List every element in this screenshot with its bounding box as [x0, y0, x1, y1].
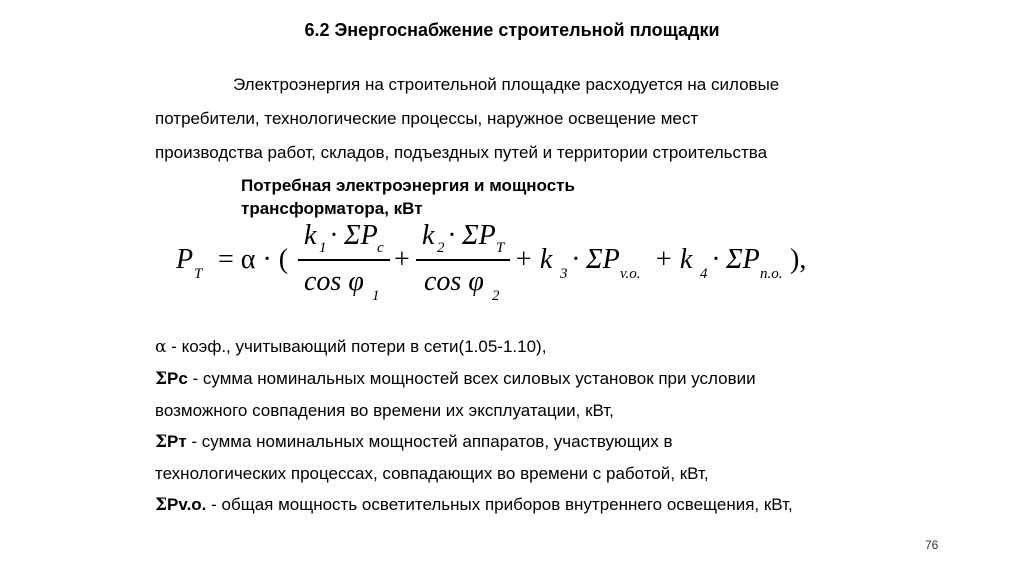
page-number: 76	[925, 538, 939, 552]
formula-t1-num-rest: · ΣP	[330, 220, 378, 251]
formula-t1-num: k	[304, 220, 317, 251]
formula-t3-rest: · ΣP	[572, 244, 620, 275]
definition-term: Pc	[167, 369, 188, 388]
formula-t4-rest: · ΣP	[712, 244, 760, 275]
formula-t3: + k	[514, 244, 553, 275]
formula-close: ),	[790, 244, 807, 275]
formula-lhs-sub: T	[194, 266, 203, 282]
definition-row	[155, 458, 895, 489]
subheading-line: Потребная электроэнергия и мощность	[241, 176, 575, 195]
definition-term: Pv.o.	[167, 495, 207, 514]
formula-t2-num: k	[422, 220, 435, 251]
definition-row	[155, 426, 895, 458]
definition-row	[155, 395, 895, 426]
definition-text: - сумма номинальных мощностей аппаратов, участвующих в	[186, 432, 673, 451]
sigma-symbol: Σ	[155, 495, 168, 515]
power-formula	[176, 222, 816, 310]
definition-row	[155, 363, 895, 395]
definition-row	[155, 331, 895, 363]
intro-line: Электроэнергия на строительной площадке расходуется на силовые	[233, 75, 780, 94]
intro-line: потребители, технологические процессы, наружное освещение мест	[155, 109, 699, 128]
formula-t3-rest-sub: v.o.	[620, 266, 641, 282]
formula-eq: = α · (	[218, 244, 289, 275]
formula-t4-sub: 4	[700, 266, 708, 282]
definition-text: - общая мощность осветительных приборов внутреннего освещения, кВт,	[206, 495, 793, 514]
sigma-symbol: Σ	[155, 369, 168, 389]
slide-title: 6.2 Энергоснабжение строительной площадки	[304, 20, 720, 40]
formula-t1-den: cos φ	[304, 266, 364, 297]
subheading	[241, 174, 575, 220]
formula-lhs: P	[176, 244, 194, 275]
definition-term: Pт	[167, 432, 187, 451]
definition-text: - коэф., учитывающий потери в сети(1.05-1.10),	[166, 337, 547, 356]
definition-row	[155, 489, 895, 521]
definition-text: возможного совпадения во времени их эксплуатации, кВт,	[155, 401, 614, 420]
sigma-symbol: Σ	[155, 432, 168, 452]
formula-plus: +	[394, 244, 410, 275]
formula-t1-num-sub: 1	[319, 240, 327, 256]
formula-t2-den: cos φ	[424, 266, 484, 297]
formula-t2-den-sub: 2	[492, 288, 500, 304]
formula-t4-rest-sub: n.o.	[760, 266, 783, 282]
formula-t2-num-sub: 2	[437, 240, 445, 256]
subheading-line: трансформатора, кВт	[241, 199, 423, 218]
formula-t1-num-rest-sub: c	[377, 240, 384, 256]
formula-t2-num-rest: · ΣP	[448, 220, 496, 251]
intro-line: производства работ, складов, подъездных путей и территории строительства	[155, 143, 768, 162]
definitions-list	[155, 331, 895, 521]
formula-t1-den-sub: 1	[372, 288, 380, 304]
formula-t4: + k	[654, 244, 693, 275]
fraction-bar	[298, 259, 390, 261]
fraction-bar	[416, 259, 510, 261]
definition-text: технологических процессах, совпадающих во времени с работой, кВт,	[155, 464, 709, 483]
intro-paragraph	[155, 68, 875, 170]
formula-t2-num-rest-sub: T	[496, 240, 505, 256]
definition-text: - сумма номинальных мощностей всех силовых установок при условии	[187, 369, 756, 388]
alpha-symbol: α	[155, 337, 167, 357]
formula-t3-sub: 3	[560, 266, 568, 282]
